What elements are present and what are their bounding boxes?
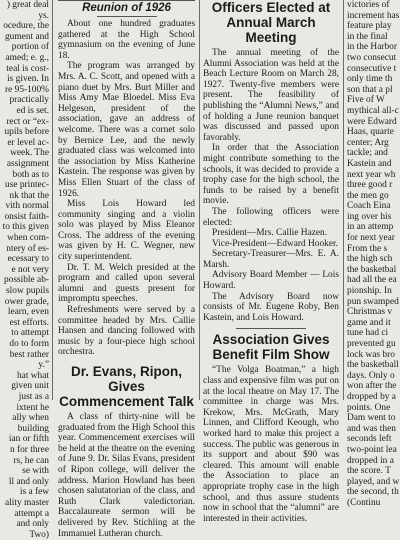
article-paragraph: Secretary-Treasurer—Mrs. E. A. Marsh. bbox=[203, 249, 339, 270]
fragment-line: center; Arg bbox=[347, 137, 389, 148]
fragment-line: ocedure, the bbox=[3, 21, 49, 32]
officers-article-body bbox=[203, 48, 339, 323]
fragment-line: ll and only bbox=[8, 476, 49, 487]
article-paragraph: Miss Lois Howard led community singing and a violin solo was played by Miss Eleanor Cross. The address of the evening was given by H. C. Wegner, new city superintendent. bbox=[58, 199, 195, 263]
fragment-line: ed is set. bbox=[16, 105, 49, 116]
fragment-line: ian or fifth bbox=[8, 434, 49, 445]
article-paragraph: The program was arranged by Mrs. A. C. Scott, and opened with a piano duet by Mrs. Burt Miller and Miss Amy Mae Bloedel. Miss Eva Helgeson, president of the association, gave an address of welcome. There was a cornet solo by Bernice Lee, and the newly graduated class was welcomed into the association by Miss Katherine Kastein. The response was given by Miss Ellen Stuart of the class of 1926. bbox=[58, 61, 195, 199]
fragment-line: use printec- bbox=[5, 180, 49, 191]
article-paragraph: In order that the Association might contribute something to the schools, it was decided to provide a trophy case for the high school, the funds to be raised by a benefit movie. bbox=[203, 143, 339, 207]
column-rule-right bbox=[343, 0, 344, 400]
fragment-line: prevented gu bbox=[347, 339, 396, 349]
fragment-line: ower grade, bbox=[4, 296, 49, 307]
fragment-line: Five of W bbox=[347, 95, 385, 106]
article-paragraph: A class of thirty-nine will be graduated from the High School this year. Commencement exercises will be held at the theatre on the evening of June 9. Dr. Silas Evans, president of Ripon college, will deliver the address. Marion Howland has been chosen salutatorian of the class, and Ruth Clark valedictorian. Baccalaureate sermon will be delivered by Rev. Stichling at the Immanuel Lutheran church. bbox=[58, 412, 195, 539]
fragment-line: rect or “ex- bbox=[6, 116, 49, 127]
fragment-line: amed; e. g., bbox=[5, 52, 49, 63]
fragment-line: ally when bbox=[12, 413, 49, 424]
fragment-line: Dam went to bbox=[347, 413, 396, 424]
fragment-line: to this given bbox=[2, 222, 49, 233]
fragment-line: pionship. In bbox=[347, 286, 392, 297]
fragment-line: is given. In bbox=[7, 74, 49, 85]
fragment-line: two-point lea bbox=[347, 444, 397, 455]
fragment-line: Christmas v bbox=[347, 307, 393, 318]
fragment-line: in the Harbor bbox=[347, 42, 397, 53]
column-rule-middle bbox=[199, 0, 200, 400]
fragment-line: days. Only o bbox=[347, 370, 395, 381]
fragment-line: seconds left bbox=[347, 434, 392, 445]
fragment-line: three good r bbox=[347, 180, 393, 191]
fragment-line: tune had ci bbox=[347, 328, 389, 339]
fragment-line: (Continu bbox=[347, 497, 381, 508]
fragment-line: the second, th bbox=[347, 487, 399, 498]
article-paragraph: Advisory Board Member — Lois Howard. bbox=[203, 270, 339, 292]
fragment-line: victories of bbox=[347, 0, 390, 10]
fragment-line: teal is cost- bbox=[6, 63, 49, 74]
column-reunion bbox=[58, 0, 195, 539]
fragment-line: tackle; and bbox=[347, 148, 388, 159]
right-column-fragment bbox=[347, 0, 400, 508]
officers-headline: Officers Elected at Annual March Meeting bbox=[211, 0, 331, 45]
fragment-line: building bbox=[17, 423, 49, 434]
fragment-line: week. The bbox=[10, 148, 49, 159]
fragment-line: vith normal bbox=[5, 201, 49, 212]
fragment-line: dropped by a bbox=[347, 391, 396, 402]
fragment-line: and was then bbox=[347, 423, 396, 434]
left-column-fragment bbox=[0, 0, 49, 540]
fragment-line: in the final bbox=[347, 31, 388, 42]
fragment-line: best rather bbox=[9, 349, 49, 360]
fragment-line: mythical all-c bbox=[347, 105, 399, 116]
fragment-line: assignment bbox=[6, 158, 49, 169]
fragment-line: for next year bbox=[347, 233, 395, 244]
article-paragraph: The annual meeting of the Alumni Association was held at the Beach Lecture Room on March 28, 1927. Twenty-five members were present. The feasibility of publishing the “Alumni News,” and of holding a June reunion banquet was discussed and passed upon favorably. bbox=[203, 48, 339, 143]
fragment-line: Haas, quarte bbox=[347, 127, 394, 138]
fragment-line: the basketball bbox=[347, 360, 399, 371]
fragment-line: est efforts. bbox=[9, 317, 49, 328]
fragment-line: upils before bbox=[4, 127, 49, 138]
column-rule-left bbox=[52, 0, 53, 400]
fragment-line: Kastein and bbox=[347, 158, 392, 169]
headline-rule bbox=[97, 16, 157, 17]
fragment-line: is a few bbox=[19, 487, 49, 498]
fragment-line: in an attemp bbox=[347, 222, 394, 233]
article-paragraph: About one hundred graduates gathered at the High School gymnasium on the evening of June 18. bbox=[58, 19, 195, 61]
fragment-line: portion of bbox=[11, 42, 49, 53]
fragment-line: given unit bbox=[11, 381, 49, 392]
evans-headline: Dr. Evans, Ripon, Gives Commencement Talk bbox=[59, 364, 194, 409]
fragment-line: next year wh bbox=[347, 169, 396, 180]
fragment-line: the score. T bbox=[347, 466, 391, 477]
fragment-line: gument and bbox=[4, 31, 49, 42]
article-paragraph: President—Mrs. Callie Hazen. bbox=[212, 228, 328, 239]
fragment-line: feature play bbox=[347, 21, 392, 32]
article-paragraph: Vice-President—Edward Hooker. bbox=[212, 238, 338, 249]
fragment-line: e not very bbox=[11, 264, 49, 275]
fragment-line: to attempt bbox=[11, 328, 49, 339]
fragment-line: played, and w bbox=[347, 476, 400, 487]
fragment-line: game and it bbox=[347, 317, 391, 328]
fragment-line: the basketbal bbox=[347, 264, 397, 275]
fragment-line: nk that the bbox=[9, 190, 49, 201]
fragment-line: lock was bro bbox=[347, 349, 395, 360]
reunion-headline: Reunion of 1926 bbox=[82, 2, 171, 14]
fragment-line: the men go bbox=[347, 190, 389, 201]
fragment-line: and only bbox=[16, 519, 49, 530]
article-paragraph: Refreshments were served by a committee headed by Mrs. Callie Hansen and dancing followed with music by a four-piece high school orchestra. bbox=[58, 305, 195, 358]
fragment-line: hat what bbox=[16, 370, 49, 381]
fragment-line: consecutive t bbox=[347, 63, 397, 74]
article-separator bbox=[236, 328, 306, 329]
fragment-line: learn, even bbox=[7, 307, 49, 318]
benefit-headline: Association Gives Benefit Film Show bbox=[212, 332, 330, 363]
fragment-line: re 95-100% bbox=[5, 84, 49, 95]
article-paragraph: “The Volga Boatman,” a high class and expensive film was put on at the local theatre on May 17. The committee in charge was Mrs. Krekow, Mrs. McGrath, Mary Linnen, and Clifford Keough, who worked hard to make this project a success. The public was generous in its support and about $90 was cleared. This amount will enable the Association to place an appropriate trophy case in the high school, and thus assure students now in school that the “alumni” are interested in their activities. bbox=[203, 365, 339, 524]
fragment-line: possible ab- bbox=[3, 275, 49, 286]
fragment-line: both as to bbox=[12, 169, 49, 180]
fragment-line: y.” bbox=[38, 360, 49, 371]
fragment-line: pun swamped bbox=[347, 296, 399, 307]
fragment-line: practically bbox=[9, 95, 49, 106]
fragment-line: increment has bbox=[347, 10, 400, 21]
fragment-line: points. One bbox=[347, 402, 391, 413]
fragment-line: From the s bbox=[347, 243, 388, 254]
fragment-line: attempt a bbox=[14, 508, 49, 519]
fragment-line: dropped in a bbox=[347, 455, 394, 466]
fragment-line: Two) bbox=[29, 529, 49, 540]
reunion-article-body bbox=[58, 19, 195, 358]
fragment-line: son that a pl bbox=[347, 84, 393, 95]
fragment-line: only time th bbox=[347, 74, 393, 85]
fragment-line: ecessary to bbox=[7, 254, 49, 265]
fragment-line: won after the bbox=[347, 381, 397, 392]
fragment-line: er level ac- bbox=[7, 137, 49, 148]
fragment-line: onsist faith- bbox=[4, 211, 49, 222]
article-paragraph: The following officers were elected: bbox=[203, 206, 339, 228]
fragment-line: Coach Eina bbox=[347, 201, 391, 212]
article-paragraph: Dr. T. M. Welch presided at the program and called upon several alumni and guests present for impromptu speeches. bbox=[58, 262, 195, 305]
fragment-line: were Edward bbox=[347, 116, 397, 127]
fragment-line: se with bbox=[22, 466, 49, 477]
fragment-line: had all the ea bbox=[347, 275, 397, 286]
fragment-line: ing over his bbox=[347, 211, 392, 222]
fragment-line: ixtent he bbox=[16, 402, 49, 413]
fragment-line: n for three bbox=[9, 444, 49, 455]
fragment-line: rs, he can bbox=[13, 455, 49, 466]
fragment-line: ) great deal bbox=[6, 0, 49, 10]
fragment-line: the high sch bbox=[347, 254, 393, 265]
column-officers bbox=[203, 0, 339, 524]
fragment-line: do to form bbox=[9, 339, 49, 349]
fragment-line: two consecut bbox=[347, 52, 397, 63]
fragment-line: ntery of es- bbox=[6, 243, 49, 254]
fragment-line: ys. bbox=[38, 10, 49, 21]
fragment-line: just as a bbox=[18, 391, 49, 402]
fragment-line: slow pupils bbox=[6, 286, 49, 297]
fragment-line: when com- bbox=[7, 233, 49, 244]
evans-article-body bbox=[58, 412, 195, 539]
fragment-line: ality master bbox=[5, 497, 49, 508]
top-rule bbox=[58, 0, 195, 1]
benefit-article-body bbox=[203, 365, 339, 524]
article-paragraph: The Advisory Board now consists of Mr. Eugene Roby, Ben Kastein, and Lois Howard. bbox=[203, 291, 339, 323]
